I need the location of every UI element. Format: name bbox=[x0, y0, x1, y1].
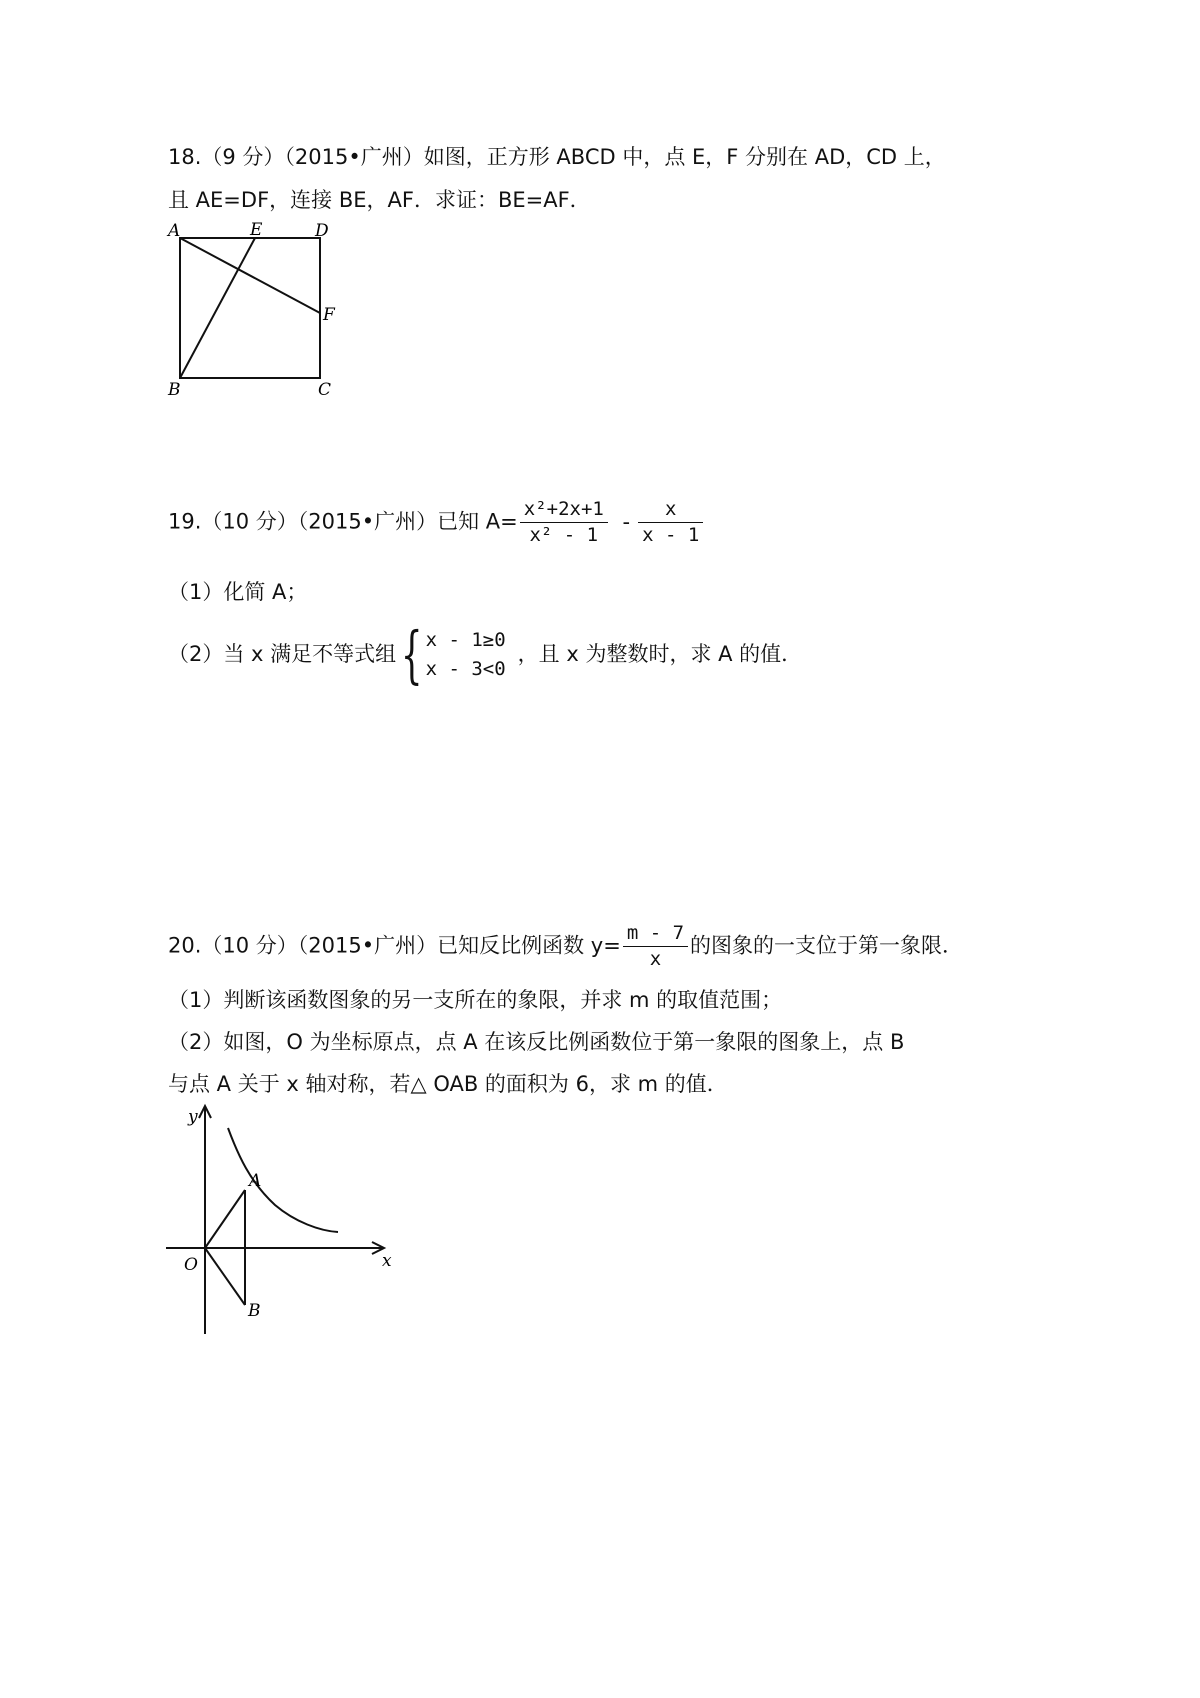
q20-intro-post: 的图象的一支位于第一象限． bbox=[690, 933, 964, 958]
label-d: D bbox=[315, 221, 329, 241]
label-e: E bbox=[250, 220, 263, 240]
label-f: F bbox=[323, 305, 335, 325]
q19-part2-post: ，且 x 为整数时，求 A 的值． bbox=[517, 642, 803, 666]
q19-inequality-1: x - 1≥0 bbox=[425, 628, 506, 651]
q19-part2-pre: （2）当 x 满足不等式组 bbox=[168, 642, 397, 666]
label-b: B bbox=[248, 1301, 261, 1321]
label-b: B bbox=[168, 380, 181, 400]
segment-oa bbox=[205, 1190, 245, 1248]
q18-line-1: 18.（9 分）（2015•广州）如图，正方形 ABCD 中，点 E，F 分别在 AD，CD 上， bbox=[168, 145, 946, 169]
label-c: C bbox=[318, 380, 332, 400]
q19-part-1: （1）化简 A； bbox=[168, 580, 308, 604]
q20-statement bbox=[168, 924, 963, 969]
q20-part-1: （1）判断该函数图象的另一支所在的象限，并求 m 的取值范围； bbox=[168, 988, 783, 1012]
q18-line-2: 且 AE=DF，连接 BE，AF．求证：BE=AF． bbox=[168, 188, 591, 212]
q20-part-2-line-2: 与点 A 关于 x 轴对称，若△ OAB 的面积为 6，求 m 的值． bbox=[168, 1072, 728, 1096]
label-x: x bbox=[382, 1251, 392, 1271]
q19-part-2 bbox=[168, 618, 803, 691]
square-abcd bbox=[180, 238, 320, 378]
q19-intro: 19.（10 分）（2015•广州）已知 A= bbox=[168, 509, 518, 534]
label-a: A bbox=[249, 1171, 262, 1191]
q19-frac2-denominator: x - 1 bbox=[642, 524, 700, 546]
q19-minus: - bbox=[622, 509, 631, 534]
q19-statement bbox=[168, 500, 705, 545]
q19-frac1-numerator: x²+2x+1 bbox=[520, 500, 608, 523]
q20-frac-numerator: m - 7 bbox=[623, 924, 688, 947]
q19-frac1-denominator: x² - 1 bbox=[529, 524, 599, 546]
label-a: A bbox=[168, 221, 181, 241]
q19-fraction-2 bbox=[638, 500, 703, 545]
q20-coordinate-figure bbox=[160, 1100, 410, 1345]
segment-ob bbox=[205, 1248, 245, 1305]
label-o: O bbox=[184, 1255, 198, 1275]
q19-frac2-numerator: x bbox=[638, 500, 703, 523]
label-y: y bbox=[188, 1107, 198, 1127]
q19-inequality-system bbox=[426, 626, 506, 685]
q20-part-2-line-1: （2）如图，O 为坐标原点，点 A 在该反比例函数位于第一象限的图象上，点 B bbox=[168, 1030, 905, 1054]
left-brace: { bbox=[401, 618, 423, 691]
q20-frac-denominator: x bbox=[649, 948, 662, 970]
q20-fraction bbox=[623, 924, 688, 969]
q19-fraction-1 bbox=[520, 500, 608, 545]
q20-intro: 20.（10 分）（2015•广州）已知反比例函数 y= bbox=[168, 933, 621, 958]
q18-square-figure bbox=[160, 218, 360, 403]
q19-inequality-2: x - 3<0 bbox=[425, 658, 506, 680]
